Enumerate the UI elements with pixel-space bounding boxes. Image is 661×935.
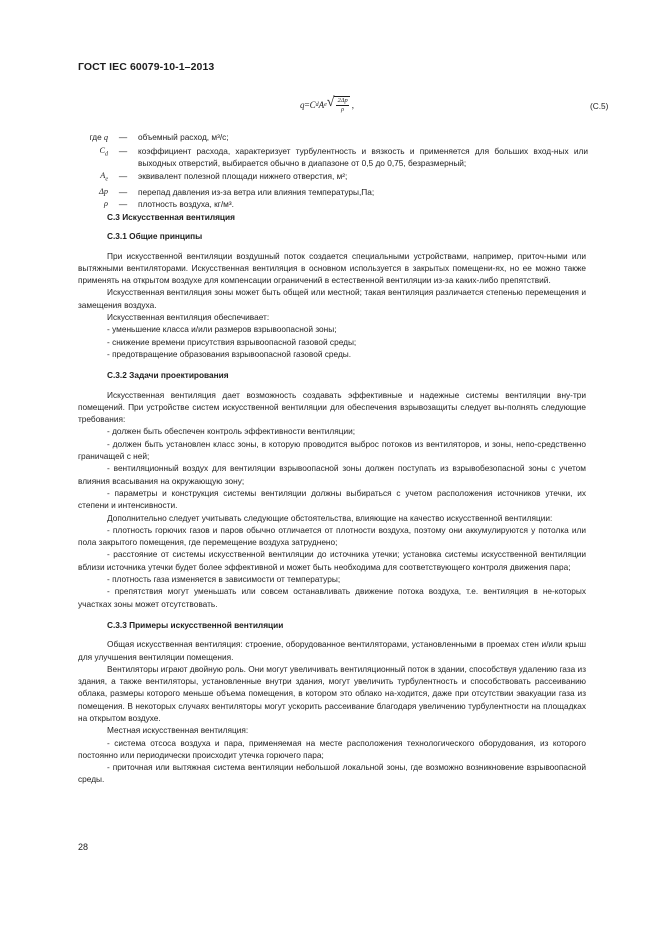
definition-text: перепад давления из-за ветра или влияния температуры,Па; [138,186,375,197]
definitions-list [78,131,588,211]
definition-text: коэффициент расхода, характеризует турбулентность и вязкость и применяется для больших вход-ных или выходных отверстий, выбирается обычно в диапазоне от 0,5 до 0,75, безразмерный; [138,145,588,168]
list-item: - плотность газа изменяется в зависимости от температуры; [107,574,341,585]
list-item: - вентиляционный воздух для вентиляции взрывоопасной зоны должен поступать из взрывобезопасной зоны с учетом влияния всасывания на окружающую зону; [78,463,586,486]
definition-row [78,170,588,186]
definition-row [78,198,588,211]
formula-ae-sub: e [324,102,327,108]
paragraph: Искусственная вентиляция дает возможность создавать эффективные и надежные системы вентиляции вну-три помещений. При устройстве систем искусственной вентиляции для обеспечения взрывозащиты следует вы-полнять следующие требования: [78,389,586,425]
document-body [78,211,586,786]
equation-number: (С.5) [590,101,609,111]
list-item: - система отсоса воздуха и пара, применяемая на месте расположения технологического оборудования, из которого постоянно или периодически происходит утечка горючего пара; [78,737,586,760]
definition-row [78,145,588,170]
list-item: - уменьшение класса и/или размеров взрывоопасной зоны; [107,324,337,335]
list-item: - снижение времени присутствия взрывоопасной газовой среды; [107,336,357,347]
formula-ae: A [318,100,325,110]
subsection-heading: С.3.3 Примеры искусственной вентиляции [107,619,284,630]
list-item: - расстояние от системы искусственной вентиляции до источника утечки; установка системы искусственной вентиляции вблизи источника утечки будет более эффективной и может быть необходима для соответствующего контроля движения пара; [78,549,586,572]
paragraph: При искусственной вентиляции воздушный поток создается специальными устройствами, например, приточ-ными или вытяжными вентиляторами. Искусственная вентиляция в основном используется в закрытых помещени-ях, но ее можно также применять на открытом воздухе для компенсации ограничений в естественной вентиляции из-за каких-либо препятствий. [78,250,586,286]
formula-cd-sub: d [315,102,319,108]
list-item: - предотвращение образования взрывоопасной газовой среды. [107,348,352,359]
subsection-heading: С.3.1 Общие принципы [107,231,203,242]
section-heading: С.3 Искусственная вентиляция [107,212,235,222]
paragraph: Общая искусственная вентиляция: строение, оборудованное вентиляторами, установленными в проемах стен и/или крыш для улучшения вентиляции помещения. [78,639,586,662]
formula-q: q [300,100,305,110]
formula-cd: C [309,100,316,110]
definition-text: плотность воздуха, кг/м³. [138,199,234,210]
definition-text: объемный расход, м³/с; [138,132,229,142]
paragraph: Дополнительно следует учитывать следующие обстоятельства, влияющие на качество искусственной вентиляции: [107,512,553,523]
definition-symbol: $A_e$ [100,170,108,183]
definition-dash: — [118,186,128,197]
list-item: - параметры и конструкция системы вентиляции должны выбираться с учетом расположения источников утечки, их степени и интенсивности. [78,487,586,511]
definition-dash: — [118,199,128,210]
paragraph: Вентиляторы играют двойную роль. Они могут увеличивать вентиляционный поток в здании, способствуя удалению газа из здания, а также вентиляторы, установленные внутри здания, могут увеличить турбулентность и способствовать рассеиванию облака, размеры которого меньше объема помещения, в котором это облако на-ходится, даже при отсутствии эвакуации газа из помещения. В некоторых случаях вентиляторы могут ускорить рассеивание благодаря увеличению турбулентности на площадках на открытом воздухе. [78,663,586,723]
formula-denominator: ρ [341,106,345,113]
definition-symbol: $C_d$ [99,145,108,158]
list-item: - препятствия могут уменьшать или совсем останавливать движение потока воздуха, т.е. вентиляция в не-которых участках зоны может отсутствовать. [78,586,586,609]
formula-numerator: 2Δp [337,97,348,104]
formula [300,96,354,114]
page-number: 28 [78,842,89,852]
list-item: - должен быть обеспечен контроль эффективности вентиляции; [107,426,356,437]
definition-symbol: Δp [98,186,108,196]
document-header: ГОСТ IEC 60079-10-1–2013 [78,61,215,73]
paragraph: Искусственная вентиляция зоны может быть общей или местной; такая вентиляция различается степенью перемещения и замещения воздуха. [78,287,586,310]
list-item: - должен быть установлен класс зоны, в которую проводится выброс потоков из вентиляторов, и зоны, непо-средственно граничащей с ней; [78,438,586,462]
definition-symbol: ρ [104,199,108,209]
list-item: - приточная или вытяжная система вентиляции небольшой локальной зоны, где возможно возникновение взрывоопасной среды. [78,762,586,785]
definition-dash: — [118,145,128,156]
definition-text: эквивалент полезной площади нижнего отверстия, м²; [138,170,348,181]
paragraph: Искусственная вентиляция обеспечивает: [107,312,270,323]
formula-comma: , [351,100,355,110]
subsection-heading: С.3.2 Задачи проектирования [107,370,229,381]
list-item: - плотность горючих газов и паров обычно отличается от плотности воздуха, поэтому они аккумулируются у потолка или пола закрытого помещения, где перемещение воздуха затруднено; [78,524,586,548]
formula-equals: = [304,100,310,110]
definition-dash: — [118,132,128,142]
definition-row [78,186,588,199]
definition-symbol: где q [89,132,108,142]
formula-sqrt: √ $\frac{2\Delta p}{\rho}$ [326,95,348,113]
paragraph: Местная искусственная вентиляция: [107,725,249,736]
definition-row [78,131,588,145]
definition-dash: — [118,170,128,181]
